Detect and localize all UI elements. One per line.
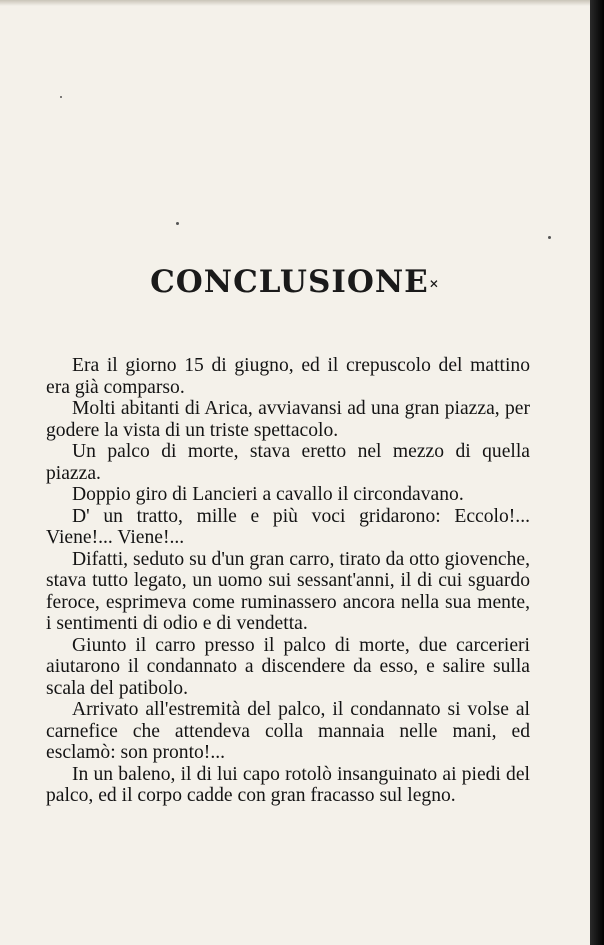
paragraph: D' un tratto, mille e più voci gridarono: Eccolo!... Viene!... Viene!... [46,505,530,548]
page-right-edge [590,0,604,945]
chapter-title [0,264,590,300]
paragraph: Molti abitanti di Arica, avviavansi ad una gran piazza, per godere la vista di un triste spettacolo. [46,398,530,441]
chapter-title-mark: × [428,276,440,291]
print-speck [60,96,62,98]
chapter-title-text: CONCLUSIONE [150,263,429,300]
chapter-body [46,355,530,807]
paragraph: Giunto il carro presso il palco di morte, due carcerieri aiutarono il condannato a discendere da esso, e salire sulla scala del patibolo. [46,634,530,699]
paragraph: Doppio giro di Lancieri a cavallo il circondavano. [72,484,464,505]
print-speck [176,222,179,225]
paragraph: Arrivato all'estremità del palco, il condannato si volse al carnefice che attendeva colla mannaia nelle mani, ed esclamò: son pronto!... [46,699,530,763]
print-speck [548,236,551,239]
paragraph: Difatti, seduto su d'un gran carro, tirato da otto giovenche, stava tutto legato, un uomo sui sessant'anni, il di cui sguardo feroce, esprimeva come ruminassero ancora nella sua mente, i sentimenti di odio e di vendetta. [46,548,530,634]
paragraph: In un baleno, il di lui capo rotolò insanguinato ai piedi del palco, ed il corpo cadde con gran fracasso sul legno. [46,763,530,806]
paragraph: Un palco di morte, stava eretto nel mezzo di quella piazza. [46,441,530,484]
page-top-edge [0,0,590,6]
paragraph: Era il giorno 15 di giugno, ed il crepuscolo del mattino era già comparso. [46,355,530,398]
